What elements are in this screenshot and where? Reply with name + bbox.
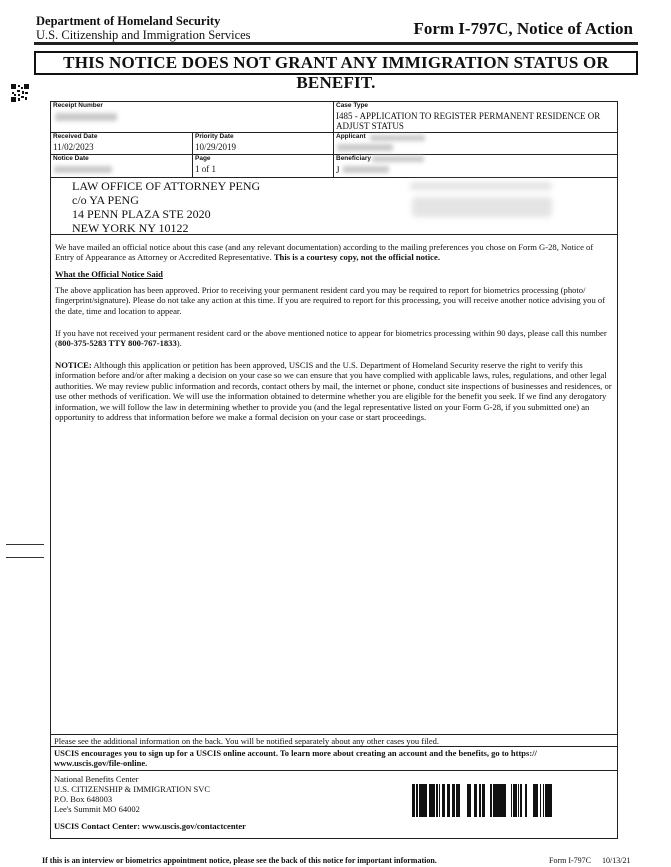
- section-heading: What the Official Notice Said: [55, 269, 163, 279]
- online-account-line1: USCIS encourages you to sign up for a USCIS online account. To learn more about creating an account and the benefits, go to https://: [54, 748, 537, 758]
- page-value: 1 of 1: [195, 164, 216, 174]
- office-city: Lee's Summit MO 64002: [54, 804, 140, 814]
- approval-paragraph: The above application has been approved. Prior to receiving your permanent resident card you may be required to report for biometrics processing (photo/ fingerprint/signature). Please do not take any action at this time. If you are required to report for this processing, you will receive another notice advising you of the date, time and location to appear.: [55, 285, 606, 316]
- department-name: Department of Homeland Security: [36, 14, 221, 28]
- redacted-notice-type: [410, 182, 552, 190]
- beneficiary-label: Beneficiary: [336, 155, 372, 162]
- redacted-applicant: [370, 135, 425, 141]
- page-footer-form-id: Form I-797C: [549, 856, 591, 865]
- redacted-notice-date: [54, 166, 112, 173]
- form-title: Form I-797C, Notice of Action: [413, 19, 633, 38]
- biometrics-paragraph: [55, 328, 613, 349]
- notice-text: Although this application or petition has been approved, USCIS and the U.S. Department of Homeland Security reserve the right to verify this information before and/or after making a decision on your case so we can ensure that you have complied with applicable laws, rules, regulations, and other legal authorities. We may review public information and records, contact others by mail, the internet or phone, conduct site inspections of businesses and residences, or use other methods of verification. We will use the information obtained to determine whether you are eligible for the benefit you seek. If we find any derogatory information, we will follow the law in determining whether to provide you (and the legal representative listed on your Form G-28, if you submitted one) an opportunity to address that information before we make a formal decision on your case or start proceedings.: [55, 360, 612, 423]
- additional-info: Please see the additional information on the back. You will be notified separately about any other cases you filed.: [54, 736, 439, 746]
- agency-name: U.S. Citizenship and Immigration Services: [36, 28, 251, 42]
- fold-mark: [6, 544, 44, 545]
- footer-divider: [50, 770, 618, 771]
- office-po-box: P.O. Box 648003: [54, 794, 113, 804]
- notice-banner: THIS NOTICE DOES NOT GRANT ANY IMMIGRATION STATUS OR BENEFIT.: [34, 51, 638, 75]
- receipt-number-label: Receipt Number: [53, 102, 103, 109]
- fold-mark: [6, 557, 44, 558]
- courtesy-copy-paragraph: [55, 242, 613, 263]
- notice-date-label: Notice Date: [53, 155, 89, 162]
- grid-line: [192, 132, 193, 177]
- address-line2: c/o YA PENG: [72, 193, 139, 207]
- courtesy-copy-text: We have mailed an official notice about this case (and any relevant documentation) according to the mailing preferences you chose on Form G-28, Notice of Entry of Appearance as Attorney or Accredited Representative.: [55, 242, 594, 263]
- address-line1: LAW OFFICE OF ATTORNEY PENG: [72, 179, 261, 193]
- redacted-notice-type-detail: [412, 197, 552, 217]
- contact-phone: 800-375-5283 TTY 800-767-1833: [57, 338, 177, 349]
- redacted-beneficiary: [372, 156, 424, 162]
- redacted-receipt-number: [55, 113, 117, 121]
- priority-date: 10/29/2019: [195, 142, 237, 152]
- notice-label: NOTICE:: [55, 360, 92, 370]
- address-line4: NEW YORK NY 10122: [72, 221, 189, 235]
- page-label: Page: [195, 155, 211, 162]
- case-type-line2: ADJUST STATUS: [336, 121, 404, 131]
- applicant-label: Applicant: [336, 133, 366, 140]
- grid-line: [50, 177, 618, 178]
- footer-divider: [50, 734, 618, 735]
- page-footer-note: If this is an interview or biometrics appointment notice, please see the back of this notice for important information.: [42, 856, 437, 865]
- notice-paragraph: [55, 360, 615, 422]
- biometrics-text-end: ).: [176, 338, 182, 349]
- case-type-line1: I485 - APPLICATION TO REGISTER PERMANENT RESIDENCE OR: [336, 111, 601, 121]
- office-name: National Benefits Center: [54, 774, 139, 784]
- redacted-applicant-id: [337, 144, 393, 151]
- grid-line: [50, 132, 618, 133]
- header-rule: [34, 42, 638, 45]
- grid-line: [333, 101, 334, 177]
- address-line3: 14 PENN PLAZA STE 2020: [72, 207, 211, 221]
- case-type-label: Case Type: [336, 102, 369, 109]
- qr-code-icon: [11, 84, 29, 102]
- page-footer-edition: 10/13/21: [602, 856, 631, 865]
- office-agency: U.S. CITIZENSHIP & IMMIGRATION SVC: [54, 784, 210, 794]
- barcode-icon: [412, 784, 552, 817]
- received-date-label: Received Date: [53, 133, 98, 140]
- biometrics-text: If you have not received your permanent resident card or the above mentioned notice to appear for biometrics processing within 90 days, please call this number (: [55, 328, 607, 349]
- redacted-beneficiary-name: [343, 166, 389, 173]
- footer-divider: [50, 746, 618, 747]
- courtesy-copy-emphasis: This is a courtesy copy, not the official notice.: [273, 252, 440, 263]
- online-account-link[interactable]: www.uscis.gov/file-online.: [54, 758, 148, 768]
- contact-center: USCIS Contact Center: www.uscis.gov/contactcenter: [54, 821, 246, 831]
- priority-date-label: Priority Date: [195, 133, 234, 140]
- grid-line: [50, 154, 618, 155]
- received-date: 11/02/2023: [53, 142, 94, 152]
- beneficiary-initial: J: [336, 165, 340, 175]
